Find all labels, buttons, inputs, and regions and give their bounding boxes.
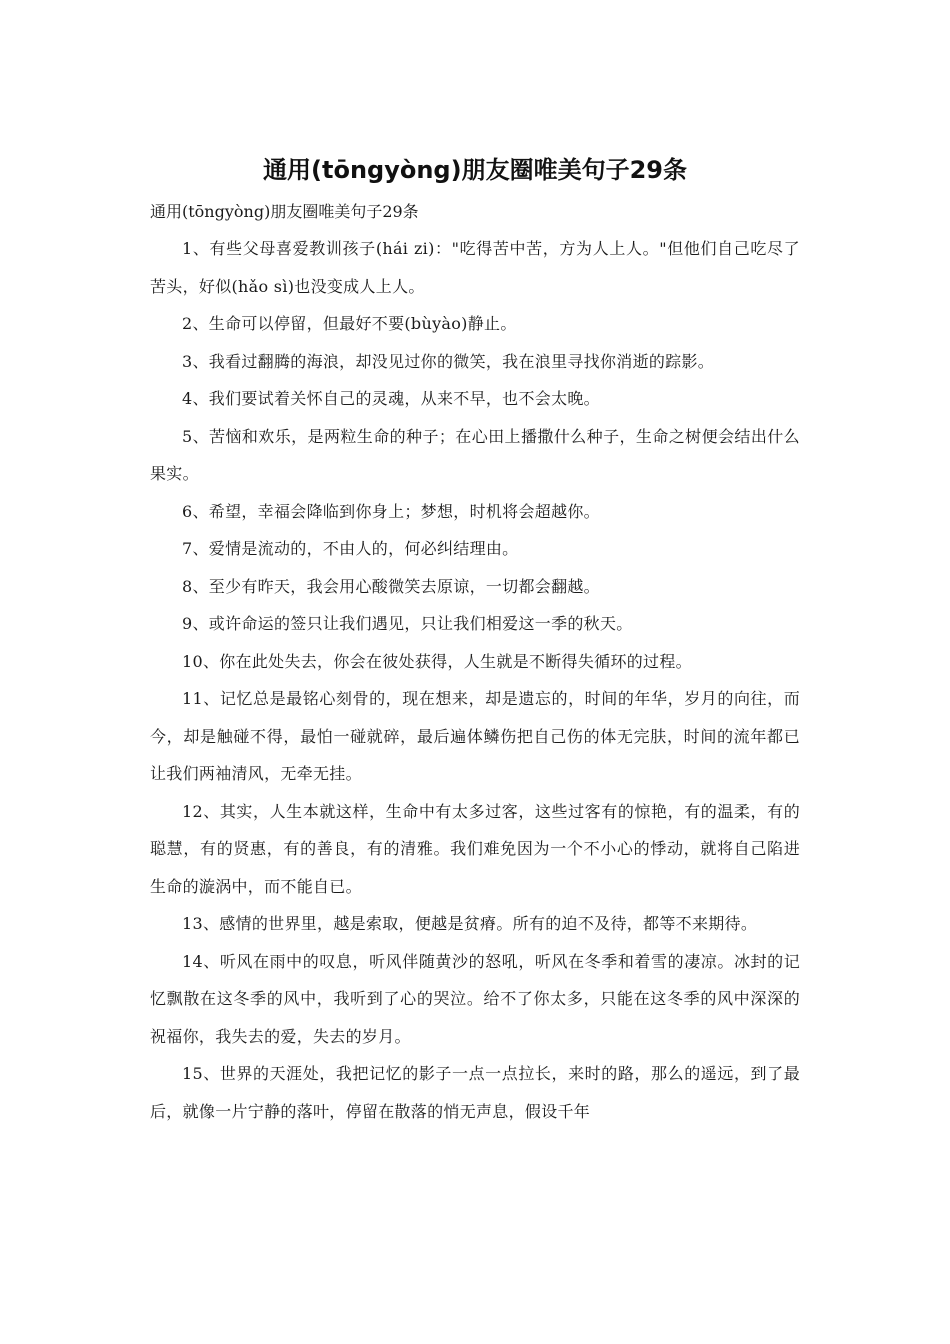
paragraph-10: 10、你在此处失去，你会在彼处获得，人生就是不断得失循环的过程。: [182, 651, 692, 671]
paragraph-9: 9、或许命运的签只让我们遇见，只让我们相爱这一季的秋天。: [182, 614, 633, 633]
paragraph-4: 4、我们要试着关怀自己的灵魂，从来不早，也不会太晚。: [182, 389, 600, 408]
paragraph-12: 12、其实，人生本就这样，生命中有太多过客，这些过客有的惊艳，有的温柔，有的聪慧，有的贤惠，有的善良，有的清雅。我们难免因为一个不小心的悸动，就将自己陷进生命的漩涡中，而不能自已。: [150, 801, 800, 896]
paragraph-1: 1、有些父母喜爱教训孩子(hái zi)："吃得苦中苦，方为人上人。"但他们自己吃尽了苦头，好似(hǎo sì)也没变成人上人。: [150, 239, 800, 296]
paragraph-3: 3、我看过翻腾的海浪，却没见过你的微笑，我在浪里寻找你消逝的踪影。: [182, 351, 715, 371]
paragraph-7: 7、爱情是流动的，不由人的，何必纠结理由。: [182, 539, 519, 558]
paragraph-8: 8、至少有昨天，我会用心酸微笑去原谅，一切都会翻越。: [182, 576, 600, 596]
document-body: [150, 230, 800, 1130]
paragraph-11: 11、记忆总是最铭心刻骨的，现在想来，却是遗忘的，时间的年华，岁月的向往，而今，却是触碰不得，最怕一碰就碎，最后遍体鳞伤把自己伤的体无完肤，时间的流年都已让我们两袖清风，无牵无挂。: [150, 689, 800, 783]
paragraph-5: 5、苦恼和欢乐，是两粒生命的种子；在心田上播撒什么种子，生命之树便会结出什么果实。: [150, 426, 800, 483]
paragraph-2: 2、生命可以停留，但最好不要(bùyào)静止。: [182, 314, 517, 333]
document-subtitle: 通用(tōngyòng)朋友圈唯美句子29条: [150, 202, 419, 221]
paragraph-15: 15、世界的天涯处，我把记忆的影子一点一点拉长，来时的路，那么的遥远，到了最后，就像一片宁静的落叶，停留在散落的悄无声息，假设千年: [150, 1064, 800, 1121]
paragraph-14: 14、听风在雨中的叹息，听风伴随黄沙的怒吼，听风在冬季和着雪的凄凉。冰封的记忆飘散在这冬季的风中，我听到了心的哭泣。给不了你太多，只能在这冬季的风中深深的祝福你，我失去的爱，失去的岁月。: [150, 951, 800, 1046]
document-title: 通用(tōngyòng)朋友圈唯美句子29条: [263, 156, 687, 184]
paragraph-13: 13、感情的世界里，越是索取，便越是贫瘠。所有的迫不及待，都等不来期待。: [182, 914, 758, 933]
paragraph-6: 6、希望，幸福会降临到你身上；梦想，时机将会超越你。: [182, 501, 600, 521]
